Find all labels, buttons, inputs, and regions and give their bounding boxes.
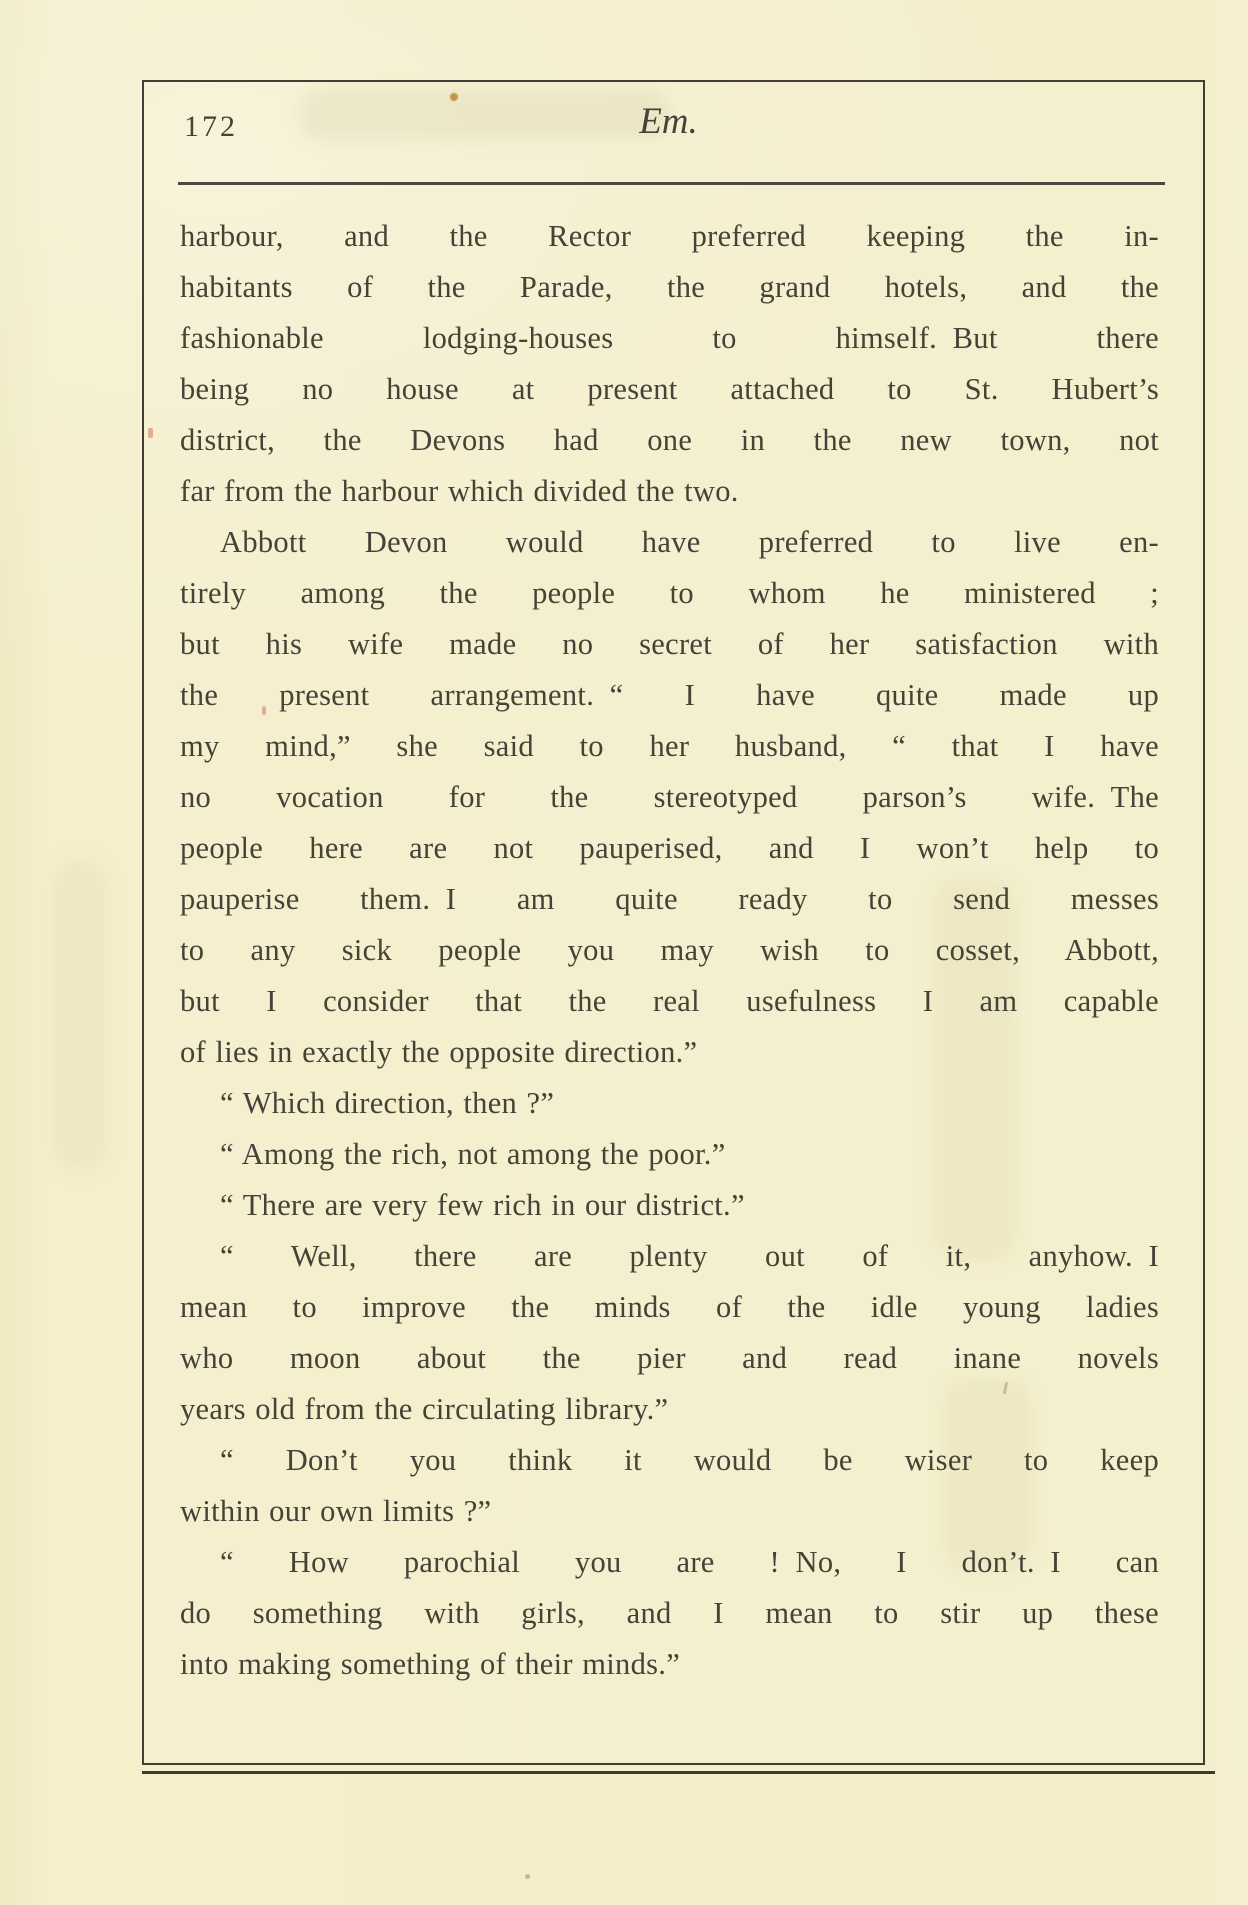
text-line: being no house at present attached to St. Hubert’s <box>180 372 1159 406</box>
text-line: the present arrangement. “ I have quite made up <box>180 678 1159 712</box>
text-line: who moon about the pier and read inane novels <box>180 1341 1159 1375</box>
text-line: “ Which direction, then ?” <box>220 1086 555 1120</box>
text-line: do something with girls, and I mean to stir up these <box>180 1596 1159 1630</box>
header-rule <box>178 182 1165 185</box>
text-line: of lies in exactly the opposite direction.” <box>180 1035 698 1069</box>
text-line: mean to improve the minds of the idle young ladies <box>180 1290 1159 1324</box>
text-line: “ How parochial you are ! No, I don’t. I can <box>220 1545 1159 1579</box>
text-line: pauperise them. I am quite ready to send messes <box>180 882 1159 916</box>
text-line: into making something of their minds.” <box>180 1647 681 1681</box>
text-line: Abbott Devon would have preferred to live en- <box>220 525 1159 559</box>
text-line: but I consider that the real usefulness I am capable <box>180 984 1159 1018</box>
text-line: far from the harbour which divided the two. <box>180 474 739 508</box>
page-body <box>180 211 1159 1690</box>
paragraph <box>180 1231 1159 1435</box>
page-number: 172 <box>184 110 238 143</box>
text-line: “ There are very few rich in our district.” <box>220 1188 745 1222</box>
page-header <box>144 98 1203 156</box>
text-line: years old from the circulating library.” <box>180 1392 669 1426</box>
paragraph <box>180 1129 1159 1180</box>
paragraph <box>180 1180 1159 1231</box>
page-frame <box>142 80 1205 1765</box>
show-through-smudge <box>52 860 107 1170</box>
paper-speck <box>525 1874 530 1879</box>
text-line: “ Among the rich, not among the poor.” <box>220 1137 726 1171</box>
text-line: no vocation for the stereotyped parson’s wife. The <box>180 780 1159 814</box>
text-line: but his wife made no secret of her satisfaction with <box>180 627 1159 661</box>
text-line: fashionable lodging-houses to himself. But there <box>180 321 1159 355</box>
text-line: “ Don’t you think it would be wiser to keep <box>220 1443 1159 1477</box>
running-title: Em. <box>639 101 698 142</box>
paragraph <box>180 517 1159 1078</box>
text-line: within our own limits ?” <box>180 1494 492 1528</box>
paragraph <box>180 1078 1159 1129</box>
paragraph <box>180 1435 1159 1537</box>
text-line: “ Well, there are plenty out of it, anyhow. I <box>220 1239 1159 1273</box>
paragraph <box>180 1537 1159 1690</box>
text-line: people here are not pauperised, and I won’t help to <box>180 831 1159 865</box>
text-line: tirely among the people to whom he ministered ; <box>180 576 1159 610</box>
text-line: habitants of the Parade, the grand hotels, and the <box>180 270 1159 304</box>
paragraph <box>180 211 1159 517</box>
text-line: to any sick people you may wish to cosset, Abbott, <box>180 933 1159 967</box>
text-line: district, the Devons had one in the new town, not <box>180 423 1159 457</box>
text-line: harbour, and the Rector preferred keeping the in- <box>180 219 1159 253</box>
text-line: my mind,” she said to her husband, “ that I have <box>180 729 1159 763</box>
